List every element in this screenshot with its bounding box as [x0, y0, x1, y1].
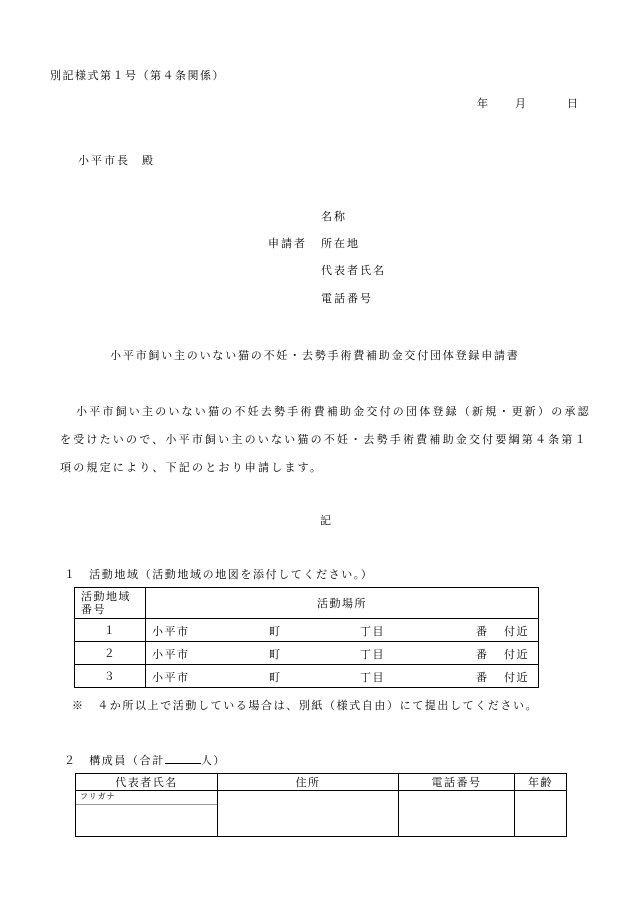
form-number: 別記様式第１号（第４条関係）	[50, 69, 225, 82]
activity-place-cell[interactable]	[146, 619, 539, 642]
near-label: 付近	[504, 648, 529, 661]
age-cell[interactable]	[515, 791, 567, 837]
date-month-label: 月	[515, 97, 528, 110]
area-number-cell: ２	[75, 642, 146, 665]
table-row	[75, 665, 539, 688]
ban-label: 番	[476, 625, 489, 638]
section1-note: ※ ４か所以上で活動している場合は、別紙（様式自由）にて提出してください。	[72, 699, 539, 712]
table-row	[75, 642, 539, 665]
table-header-row	[75, 588, 539, 619]
col-area-number-line1: 活動地域	[81, 590, 131, 603]
section2-heading	[64, 752, 226, 768]
activity-place-cell[interactable]	[146, 642, 539, 665]
date-year-label: 年	[477, 97, 490, 110]
address-cell[interactable]	[218, 791, 399, 837]
addressee-honorific: 殿	[142, 154, 155, 167]
near-label: 付近	[504, 625, 529, 638]
col-rep-name: 代表者氏名	[76, 774, 218, 791]
body-line-2: を受けたいので、小平市飼い主のいない猫の不妊・去勢手術費補助金交付要綱第４条第１	[60, 433, 588, 446]
member-total-suffix: 人）	[200, 754, 227, 767]
section1-heading: １ 活動地域（活動地域の地図を添付してください。）	[64, 568, 374, 581]
city-label: 小平市	[152, 648, 190, 661]
body-line-3: 項の規定により、下記のとおり申請します。	[60, 461, 324, 474]
town-label: 町	[269, 671, 282, 684]
col-activity-place: 活動場所	[146, 588, 539, 619]
town-label: 町	[269, 648, 282, 661]
city-label: 小平市	[152, 625, 190, 638]
col-phone: 電話番号	[399, 774, 515, 791]
date-day-label: 日	[567, 97, 580, 110]
col-address: 住所	[218, 774, 399, 791]
applicant-label: 申請者	[268, 237, 307, 250]
furigana-label: フリガナ	[76, 791, 217, 805]
table-row	[75, 619, 539, 642]
applicant-representative-label: 代表者氏名	[321, 264, 386, 277]
ban-label: 番	[476, 648, 489, 661]
body-line-1: 小平市飼い主のいない猫の不妊去勢手術費補助金交付の団体登録（新規・更新）の承認	[76, 405, 591, 418]
addressee-name: 小平市長	[78, 154, 130, 167]
member-total-blank[interactable]	[165, 753, 201, 764]
table-row	[76, 791, 567, 837]
col-age: 年齢	[515, 774, 567, 791]
phone-cell[interactable]	[399, 791, 515, 837]
ki-heading: 記	[320, 514, 333, 527]
town-label: 町	[269, 625, 282, 638]
members-table	[75, 773, 567, 837]
member-total-prefix: ２ 構成員（合計	[64, 754, 165, 767]
applicant-name-label: 名称	[321, 210, 347, 223]
area-number-cell: ３	[75, 665, 146, 688]
ban-label: 番	[476, 671, 489, 684]
activity-area-table	[74, 587, 539, 688]
activity-place-cell[interactable]	[146, 665, 539, 688]
applicant-location-label: 所在地	[321, 237, 360, 250]
table-header-row	[76, 774, 567, 791]
chome-label: 丁目	[360, 625, 385, 638]
applicant-phone-label: 電話番号	[321, 292, 373, 305]
chome-label: 丁目	[360, 648, 385, 661]
col-area-number-line2: 番号	[81, 603, 106, 616]
city-label: 小平市	[152, 671, 190, 684]
area-number-cell: １	[75, 619, 146, 642]
near-label: 付近	[504, 671, 529, 684]
col-area-number	[75, 588, 146, 619]
document-title: 小平市飼い主のいない猫の不妊・去勢手術費補助金交付団体登録申請書	[110, 349, 520, 362]
date-line	[477, 95, 580, 111]
rep-name-cell[interactable]	[76, 791, 218, 837]
chome-label: 丁目	[360, 671, 385, 684]
addressee	[78, 152, 155, 168]
